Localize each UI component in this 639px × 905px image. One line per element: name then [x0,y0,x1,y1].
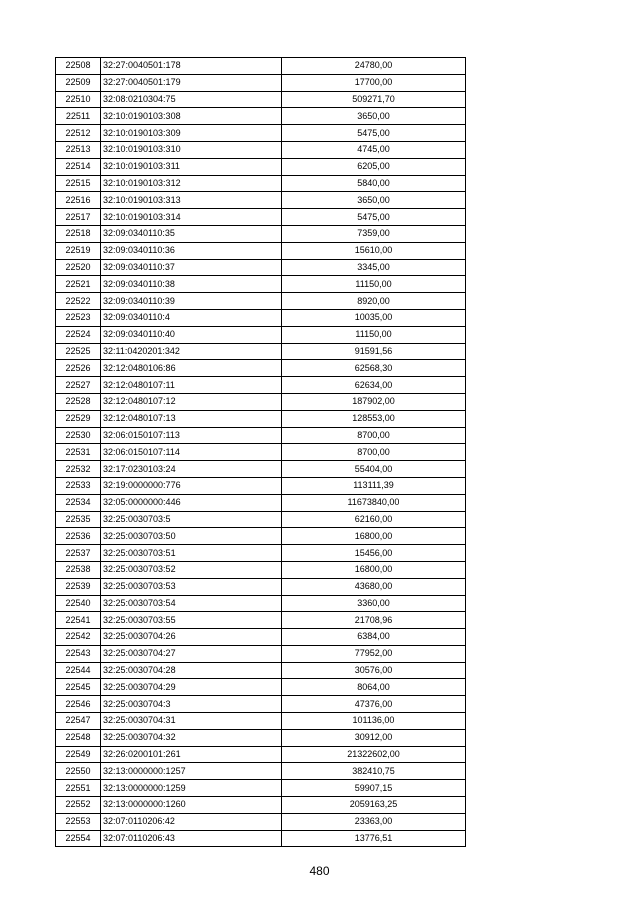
row-number-cell: 22519 [56,242,101,259]
value-cell: 62634,00 [282,377,466,394]
row-number-cell: 22527 [56,377,101,394]
table-row [56,696,466,713]
cadastral-number-cell: 32:05:0000000:446 [101,494,282,511]
row-number-cell: 22549 [56,746,101,763]
table-row [56,125,466,142]
cadastral-number-cell: 32:12:0480107:11 [101,377,282,394]
cadastral-number-cell: 32:25:0030704:28 [101,662,282,679]
table-row [56,477,466,494]
cadastral-number-cell: 32:25:0030703:55 [101,612,282,629]
table-row [56,578,466,595]
value-cell: 7359,00 [282,225,466,242]
table-row [56,511,466,528]
table-row [56,209,466,226]
cadastral-number-cell: 32:12:0480107:12 [101,393,282,410]
cadastral-number-cell: 32:19:0000000:776 [101,477,282,494]
row-number-cell: 22523 [56,309,101,326]
row-number-cell: 22544 [56,662,101,679]
table-row [56,158,466,175]
cadastral-number-cell: 32:25:0030704:26 [101,629,282,646]
table-row [56,461,466,478]
value-cell: 4745,00 [282,141,466,158]
cadastral-number-cell: 32:25:0030703:5 [101,511,282,528]
value-cell: 8064,00 [282,679,466,696]
row-number-cell: 22521 [56,276,101,293]
value-cell: 187902,00 [282,393,466,410]
value-cell: 30576,00 [282,662,466,679]
cadastral-number-cell: 32:09:0340110:40 [101,326,282,343]
value-cell: 11150,00 [282,326,466,343]
table-row [56,141,466,158]
table-row [56,629,466,646]
table-row [56,545,466,562]
cadastral-number-cell: 32:13:0000000:1259 [101,780,282,797]
cadastral-number-cell: 32:25:0030704:3 [101,696,282,713]
cadastral-number-cell: 32:09:0340110:36 [101,242,282,259]
value-cell: 3650,00 [282,192,466,209]
cadastral-number-cell: 32:10:0190103:314 [101,209,282,226]
cadastral-number-cell: 32:25:0030703:54 [101,595,282,612]
value-cell: 8700,00 [282,427,466,444]
table-row [56,343,466,360]
table-row [56,393,466,410]
table-row [56,780,466,797]
cadastral-number-cell: 32:13:0000000:1260 [101,797,282,814]
row-number-cell: 22548 [56,729,101,746]
row-number-cell: 22533 [56,477,101,494]
row-number-cell: 22514 [56,158,101,175]
value-cell: 21708,96 [282,612,466,629]
cadastral-number-cell: 32:25:0030704:29 [101,679,282,696]
value-cell: 59907,15 [282,780,466,797]
row-number-cell: 22515 [56,175,101,192]
table-row [56,91,466,108]
cadastral-number-cell: 32:10:0190103:312 [101,175,282,192]
row-number-cell: 22534 [56,494,101,511]
row-number-cell: 22542 [56,629,101,646]
cadastral-number-cell: 32:09:0340110:4 [101,309,282,326]
table-row [56,276,466,293]
value-cell: 13776,51 [282,830,466,847]
table-row [56,326,466,343]
value-cell: 16800,00 [282,561,466,578]
value-cell: 10035,00 [282,309,466,326]
row-number-cell: 22532 [56,461,101,478]
cadastral-number-cell: 32:09:0340110:35 [101,225,282,242]
cadastral-value-table [55,57,466,847]
row-number-cell: 22520 [56,259,101,276]
table-row [56,746,466,763]
cadastral-number-cell: 32:07:0110206:43 [101,830,282,847]
value-cell: 77952,00 [282,645,466,662]
row-number-cell: 22528 [56,393,101,410]
row-number-cell: 22529 [56,410,101,427]
table-row [56,645,466,662]
row-number-cell: 22550 [56,763,101,780]
value-cell: 11150,00 [282,276,466,293]
value-cell: 6205,00 [282,158,466,175]
table-row [56,108,466,125]
value-cell: 5475,00 [282,209,466,226]
row-number-cell: 22526 [56,360,101,377]
row-number-cell: 22545 [56,679,101,696]
table-row [56,679,466,696]
value-cell: 17700,00 [282,74,466,91]
value-cell: 11673840,00 [282,494,466,511]
value-cell: 62160,00 [282,511,466,528]
cadastral-number-cell: 32:07:0110206:42 [101,813,282,830]
row-number-cell: 22541 [56,612,101,629]
value-cell: 55404,00 [282,461,466,478]
row-number-cell: 22522 [56,293,101,310]
row-number-cell: 22539 [56,578,101,595]
cadastral-number-cell: 32:10:0190103:311 [101,158,282,175]
row-number-cell: 22536 [56,528,101,545]
cadastral-number-cell: 32:26:0200101:261 [101,746,282,763]
cadastral-number-cell: 32:25:0030704:31 [101,713,282,730]
row-number-cell: 22554 [56,830,101,847]
value-cell: 43680,00 [282,578,466,595]
row-number-cell: 22531 [56,444,101,461]
value-cell: 101136,00 [282,713,466,730]
row-number-cell: 22551 [56,780,101,797]
table-row [56,797,466,814]
value-cell: 6384,00 [282,629,466,646]
table-row [56,830,466,847]
cadastral-number-cell: 32:12:0480107:13 [101,410,282,427]
cadastral-number-cell: 32:09:0340110:38 [101,276,282,293]
cadastral-number-cell: 32:11:0420201:342 [101,343,282,360]
row-number-cell: 22537 [56,545,101,562]
value-cell: 21322602,00 [282,746,466,763]
row-number-cell: 22535 [56,511,101,528]
table-row [56,259,466,276]
cadastral-number-cell: 32:09:0340110:39 [101,293,282,310]
value-cell: 23363,00 [282,813,466,830]
cadastral-number-cell: 32:13:0000000:1257 [101,763,282,780]
table-row [56,242,466,259]
cadastral-number-cell: 32:08:0210304:75 [101,91,282,108]
cadastral-number-cell: 32:10:0190103:313 [101,192,282,209]
cadastral-number-cell: 32:17:0230103:24 [101,461,282,478]
table-row [56,444,466,461]
row-number-cell: 22538 [56,561,101,578]
value-cell: 382410,75 [282,763,466,780]
table-body [56,58,466,847]
table-row [56,729,466,746]
row-number-cell: 22508 [56,58,101,75]
cadastral-number-cell: 32:25:0030703:52 [101,561,282,578]
row-number-cell: 22512 [56,125,101,142]
value-cell: 30912,00 [282,729,466,746]
row-number-cell: 22516 [56,192,101,209]
table-row [56,192,466,209]
value-cell: 91591,56 [282,343,466,360]
row-number-cell: 22525 [56,343,101,360]
row-number-cell: 22513 [56,141,101,158]
table-row [56,410,466,427]
value-cell: 62568,30 [282,360,466,377]
cadastral-number-cell: 32:27:0040501:178 [101,58,282,75]
value-cell: 2059163,25 [282,797,466,814]
cadastral-number-cell: 32:10:0190103:309 [101,125,282,142]
table-row [56,528,466,545]
table-row [56,293,466,310]
cadastral-number-cell: 32:10:0190103:308 [101,108,282,125]
table-row [56,360,466,377]
table-row [56,595,466,612]
value-cell: 3345,00 [282,259,466,276]
table-row [56,561,466,578]
value-cell: 16800,00 [282,528,466,545]
cadastral-number-cell: 32:25:0030703:50 [101,528,282,545]
cadastral-number-cell: 32:25:0030704:27 [101,645,282,662]
value-cell: 5840,00 [282,175,466,192]
row-number-cell: 22552 [56,797,101,814]
row-number-cell: 22553 [56,813,101,830]
value-cell: 3360,00 [282,595,466,612]
table-row [56,713,466,730]
row-number-cell: 22524 [56,326,101,343]
cadastral-number-cell: 32:27:0040501:179 [101,74,282,91]
value-cell: 24780,00 [282,58,466,75]
table-row [56,662,466,679]
table-row [56,74,466,91]
value-cell: 128553,00 [282,410,466,427]
table-row [56,58,466,75]
table-row [56,225,466,242]
table-row [56,427,466,444]
table-row [56,763,466,780]
cadastral-number-cell: 32:10:0190103:310 [101,141,282,158]
value-cell: 5475,00 [282,125,466,142]
row-number-cell: 22509 [56,74,101,91]
row-number-cell: 22540 [56,595,101,612]
row-number-cell: 22530 [56,427,101,444]
row-number-cell: 22547 [56,713,101,730]
cadastral-number-cell: 32:06:0150107:113 [101,427,282,444]
cadastral-number-cell: 32:25:0030704:32 [101,729,282,746]
cadastral-number-cell: 32:12:0480106:86 [101,360,282,377]
row-number-cell: 22510 [56,91,101,108]
value-cell: 15610,00 [282,242,466,259]
row-number-cell: 22517 [56,209,101,226]
table-row [56,813,466,830]
cadastral-number-cell: 32:25:0030703:53 [101,578,282,595]
table-row [56,494,466,511]
table-row [56,612,466,629]
value-cell: 47376,00 [282,696,466,713]
value-cell: 15456,00 [282,545,466,562]
cadastral-number-cell: 32:09:0340110:37 [101,259,282,276]
value-cell: 3650,00 [282,108,466,125]
row-number-cell: 22546 [56,696,101,713]
table-row [56,309,466,326]
value-cell: 113111,39 [282,477,466,494]
row-number-cell: 22543 [56,645,101,662]
value-cell: 8700,00 [282,444,466,461]
value-cell: 8920,00 [282,293,466,310]
value-cell: 509271,70 [282,91,466,108]
page-number: 480 [309,864,330,878]
table-row [56,175,466,192]
cadastral-number-cell: 32:06:0150107:114 [101,444,282,461]
row-number-cell: 22518 [56,225,101,242]
cadastral-number-cell: 32:25:0030703:51 [101,545,282,562]
row-number-cell: 22511 [56,108,101,125]
table-row [56,377,466,394]
